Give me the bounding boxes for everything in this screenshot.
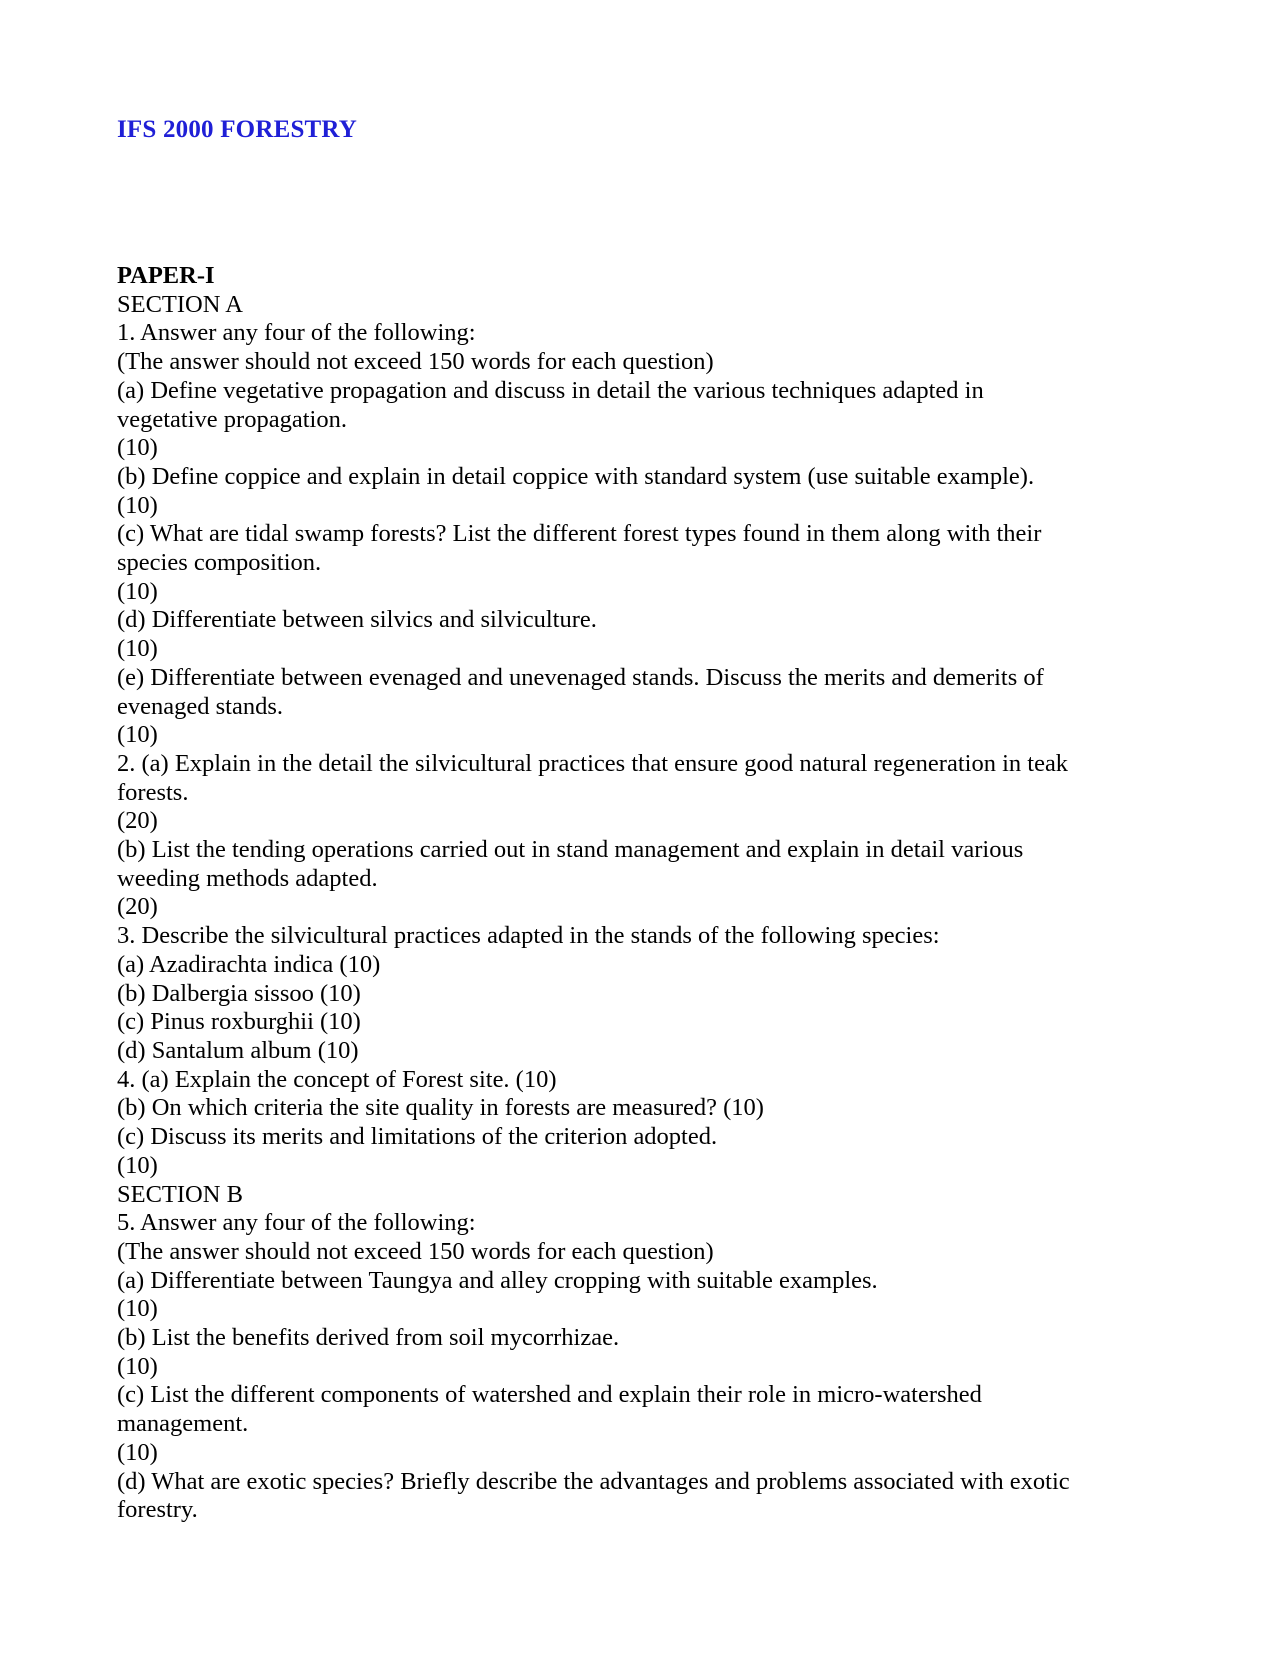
text-line: (10) [117,577,158,605]
document-body [117,262,1167,1525]
text-line: (20) [117,893,158,921]
document-title: IFS 2000 FORESTRY [117,116,358,143]
text-line: vegetative propagation. [117,405,347,433]
text-line: (e) Differentiate between evenaged and unevenaged stands. Discuss the merits and demerits of [117,663,1044,691]
text-line: (c) Pinus roxburghii (10) [117,1008,361,1036]
text-line: (a) Define vegetative propagation and discuss in detail the various techniques adapted in [117,376,984,404]
text-line: forests. [117,778,189,806]
text-line: (c) List the different components of watershed and explain their role in micro-watershed [117,1381,982,1409]
text-line: species composition. [117,549,322,577]
paper-heading: PAPER-I [117,262,215,289]
text-line: (10) [117,1352,158,1380]
question-lines [117,291,1167,1525]
text-line: (10) [117,721,158,749]
text-line: 3. Describe the silvicultural practices adapted in the stands of the following species: [117,922,940,950]
text-line: (20) [117,807,158,835]
text-line: (The answer should not exceed 150 words for each question) [117,1237,714,1265]
text-line: (c) What are tidal swamp forests? List the different forest types found in them along with their [117,520,1042,548]
text-line: (c) Discuss its merits and limitations of the criterion adopted. [117,1123,718,1151]
text-line: SECTION B [117,1180,243,1208]
text-line: (The answer should not exceed 150 words for each question) [117,348,714,376]
text-line: (10) [117,635,158,663]
text-line: (d) Differentiate between silvics and silviculture. [117,606,597,634]
text-line: (10) [117,491,158,519]
text-line: SECTION A [117,290,243,318]
text-line: (a) Differentiate between Taungya and alley cropping with suitable examples. [117,1266,878,1294]
text-line: (10) [117,1438,158,1466]
text-line: (b) List the tending operations carried out in stand management and explain in detail various [117,836,1024,864]
text-line: (b) List the benefits derived from soil mycorrhizae. [117,1324,620,1352]
text-line: (d) What are exotic species? Briefly describe the advantages and problems associated with exotic [117,1467,1070,1495]
text-line: 5. Answer any four of the following: [117,1209,476,1237]
text-line: 1. Answer any four of the following: [117,319,476,347]
text-line: (b) Dalbergia sissoo (10) [117,979,361,1007]
text-line: (b) On which criteria the site quality in forests are measured? (10) [117,1094,764,1122]
text-line: 4. (a) Explain the concept of Forest site. (10) [117,1065,557,1093]
text-line: weeding methods adapted. [117,864,378,892]
text-line: forestry. [117,1496,198,1524]
text-line: management. [117,1410,249,1438]
text-line: 2. (a) Explain in the detail the silvicultural practices that ensure good natural regeneration in teak [117,749,1069,777]
text-line: (10) [117,434,158,462]
text-line: evenaged stands. [117,692,283,720]
text-line: (a) Azadirachta indica (10) [117,950,381,978]
text-line: (10) [117,1295,158,1323]
text-line: (b) Define coppice and explain in detail coppice with standard system (use suitable example). [117,462,1035,490]
text-line: (10) [117,1151,158,1179]
text-line: (d) Santalum album (10) [117,1036,359,1064]
